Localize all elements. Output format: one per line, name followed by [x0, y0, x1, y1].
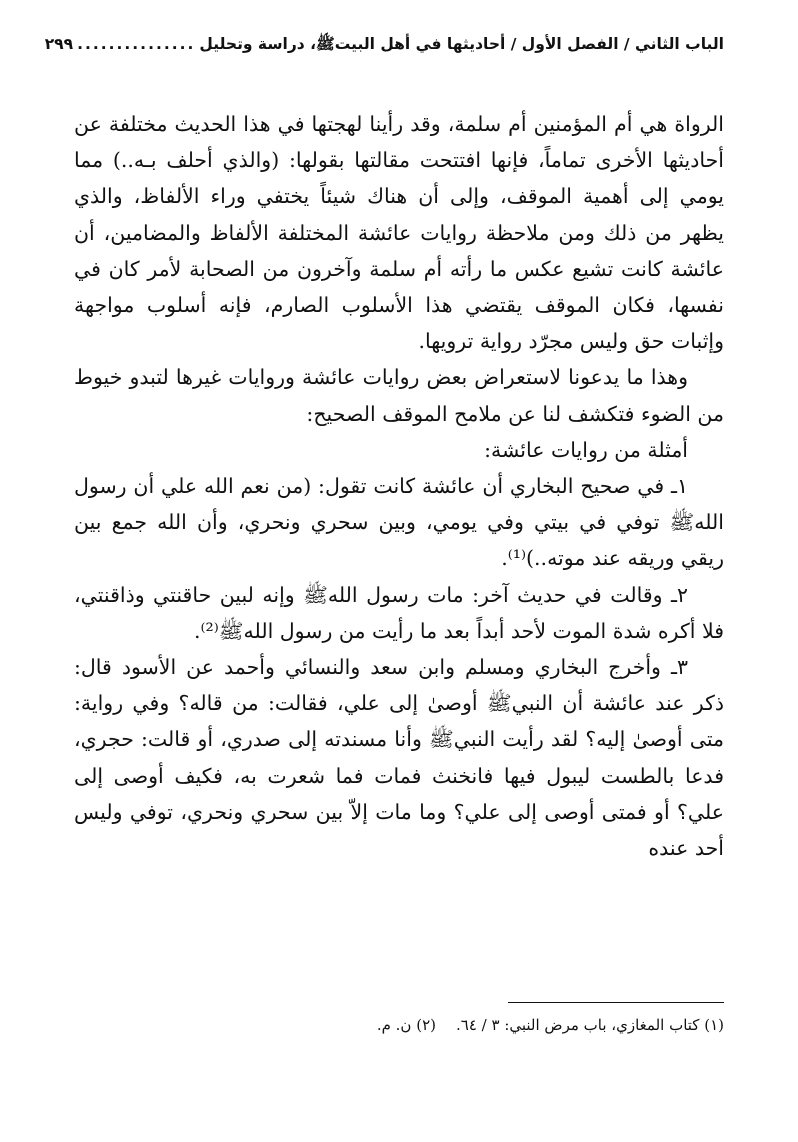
footnote-1: (١) كتاب المغازي، باب مرض النبي: ٣ / ٦٤.: [455, 1016, 724, 1034]
page-number: ٢٩٩: [44, 35, 74, 53]
example-3: ٣ـ وأخرج البخاري ومسلم وابن سعد والنسائي وأحمد عن الأسود قال: ذكر عند عائشة أن النبيﷺ أوصىٰ إلى علي، فقالت: من قاله؟ وفي رواية: متى أوصىٰ إليه؟ لقد رأيت النبيﷺ وأنا مسندته إلى صدري، أو قالت: حجري، فدعا بالطست ليبول فيها فانخنث فمات فما شعرت به، فكيف أوصى إلى علي؟ أو فمتى أوصى إلى علي؟ وما مات إلاّ بين سحري ونحري، توفي وليس أحد عنده: [74, 655, 724, 861]
header-title: الباب الثاني / الفصل الأول / أحاديثها في أهل البيتﷺ، دراسة وتحليل: [199, 35, 724, 53]
paragraph-1: الرواة هي أم المؤمنين أم سلمة، وقد رأينا لهجتها في هذا الحديث مختلفة عن أحاديثها الأخرى تماماً، فإنها افتتحت مقالتها بقولها: (والذي أحلف بـه..) مما يومي إلى أهمية الموقف، وإلى أن هناك شيئاً يختفي وراء الألفاظ، والذي يظهر من ذلك ومن ملاحظة روايات عائشة المختلفة الألفاظ والمضامين، أن عائشة كانت تشيع عكس ما رأته أم سلمة وآخرون من الصحابة لأمر كان في نفسها، فكان الموقف يقتضي هذا الأسلوب الصارم، فإنه أسلوب مواجهة وإثبات حق وليس مجرّد رواية ترويها.: [74, 112, 724, 354]
footnote-2: (٢) ن. م.: [376, 1016, 436, 1034]
footnote-divider: [508, 1002, 724, 1003]
example-1: ١ـ في صحيح البخاري أن عائشة كانت تقول: (من نعم الله علي أن رسول اللهﷺ توفي في بيتي وفي يومي، وبين سحري ونحري، وأن الله جمع بين ريقي وريقه عند موته..)⁽¹⁾.: [74, 474, 724, 571]
paragraph-2: وهذا ما يدعونا لاستعراض بعض روايات عائشة وروايات غيرها لتبدو خيوط من الضوء فتكشف لنا عن ملامح الموقف الصحيح:: [74, 365, 724, 426]
footnotes: [74, 1014, 724, 1036]
main-text: [74, 106, 724, 866]
section-heading: أمثلة من روايات عائشة:: [484, 437, 688, 462]
example-2: ٢ـ وقالت في حديث آخر: مات رسول اللهﷺ وإنه لبين حاقنتي وذاقنتي، فلا أكره شدة الموت لأحد أبداً بعد ما رأيت من رسول اللهﷺ⁽²⁾.: [74, 582, 724, 643]
header-leader-dots: ...............: [77, 35, 196, 53]
running-header: [44, 34, 724, 57]
